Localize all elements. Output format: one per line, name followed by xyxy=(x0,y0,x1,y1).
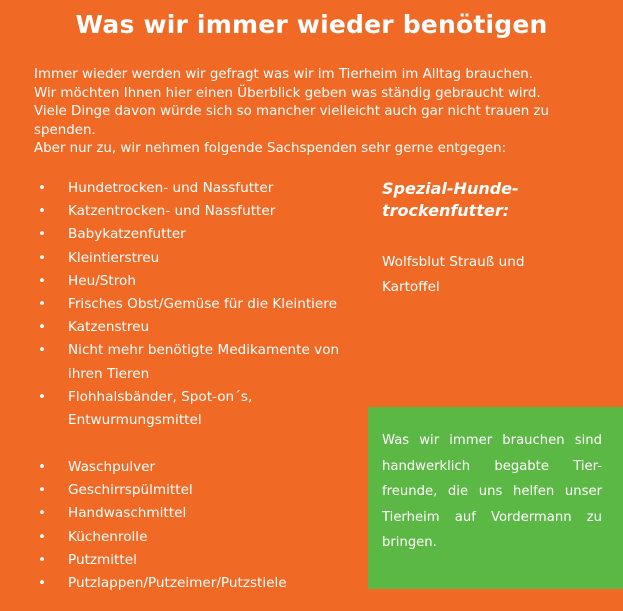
intro-text xyxy=(34,66,594,159)
intro-line: Wir möchten Ihnen hier einen Überblick geben was ständig gebraucht wird. xyxy=(34,85,541,101)
list-item-label: Waschpulver xyxy=(68,459,156,475)
bullet-icon: • xyxy=(38,528,47,545)
bullet-icon: • xyxy=(38,249,47,266)
list-item xyxy=(38,526,368,549)
list-item xyxy=(38,339,368,385)
list-item-label: Babykatzenfutter xyxy=(68,226,186,243)
list-item xyxy=(38,316,368,339)
list-item-label: Flohhalsbänder, Spot-on´s, Entwurmungsmittel xyxy=(68,388,253,429)
page-title: Was wir immer wieder benötigen xyxy=(75,10,548,39)
bullet-icon: • xyxy=(38,319,47,336)
donation-list-cleaning xyxy=(38,456,368,595)
list-item-label: Putzmittel xyxy=(68,551,137,568)
list-item xyxy=(38,456,368,479)
list-item-label: Kleintierstreu xyxy=(68,249,160,266)
list-item xyxy=(38,247,368,270)
list-item xyxy=(38,270,368,293)
list-item xyxy=(38,200,368,223)
bullet-icon: • xyxy=(38,180,47,196)
list-item xyxy=(38,177,368,200)
intro-line: Viele Dinge davon würde sich so mancher vielleicht auch gar nicht trauen zu spenden. xyxy=(34,104,550,138)
bullet-icon: • xyxy=(38,203,47,220)
bullet-icon: • xyxy=(38,272,47,289)
list-item-label: Handwaschmittel xyxy=(68,505,187,522)
list-item-label: Nicht mehr benötigte Medikamente von ihren Tieren xyxy=(68,342,340,382)
intro-line: Immer wieder werden wir gefragt was wir im Tierheim im Alltag brauchen. xyxy=(34,67,533,82)
list-item-label: Katzentrocken- und Nassfutter xyxy=(68,203,276,220)
list-item xyxy=(38,549,368,572)
list-item-label: Hundetrocken- und Nassfutter xyxy=(68,180,274,196)
list-item-label: Geschirrspülmittel xyxy=(68,482,193,499)
bullet-icon: • xyxy=(38,226,47,243)
bullet-icon: • xyxy=(38,342,47,359)
intro-line: Aber nur zu, wir nehmen folgende Sachspenden sehr gerne entgegen: xyxy=(34,141,507,156)
bullet-icon: • xyxy=(38,296,47,313)
list-item-label: Putzlappen/Putzeimer/Putzstiele xyxy=(68,575,287,592)
list-item xyxy=(38,502,368,525)
bullet-icon: • xyxy=(38,505,47,522)
list-item xyxy=(38,572,368,595)
green-info-text: Was wir immer brauchen sind handwerklich begabte Tier-freunde, die uns helfen unser Tierheim auf Vordermann zu bringen. xyxy=(382,433,602,551)
bullet-icon: • xyxy=(38,551,47,568)
donation-list-food xyxy=(38,177,368,432)
list-item-label: Katzenstreu xyxy=(68,319,150,336)
bullet-icon: • xyxy=(38,388,47,405)
list-item xyxy=(38,386,368,432)
list-item xyxy=(38,293,368,316)
bullet-icon: • xyxy=(38,482,47,499)
list-item-label: Heu/Stroh xyxy=(68,272,136,289)
list-item xyxy=(38,479,368,502)
list-item-label: Küchenrolle xyxy=(68,528,148,545)
list-item xyxy=(38,223,368,246)
list-item-label: Frisches Obst/Gemüse für die Kleintiere xyxy=(68,296,337,313)
special-food-text: Wolfsblut Strauß und Kartoffel xyxy=(382,254,525,295)
special-food-title: Spezial-Hunde-trockenfutter: xyxy=(382,179,519,220)
bullet-icon: • xyxy=(38,459,47,475)
bullet-icon: • xyxy=(38,575,47,592)
